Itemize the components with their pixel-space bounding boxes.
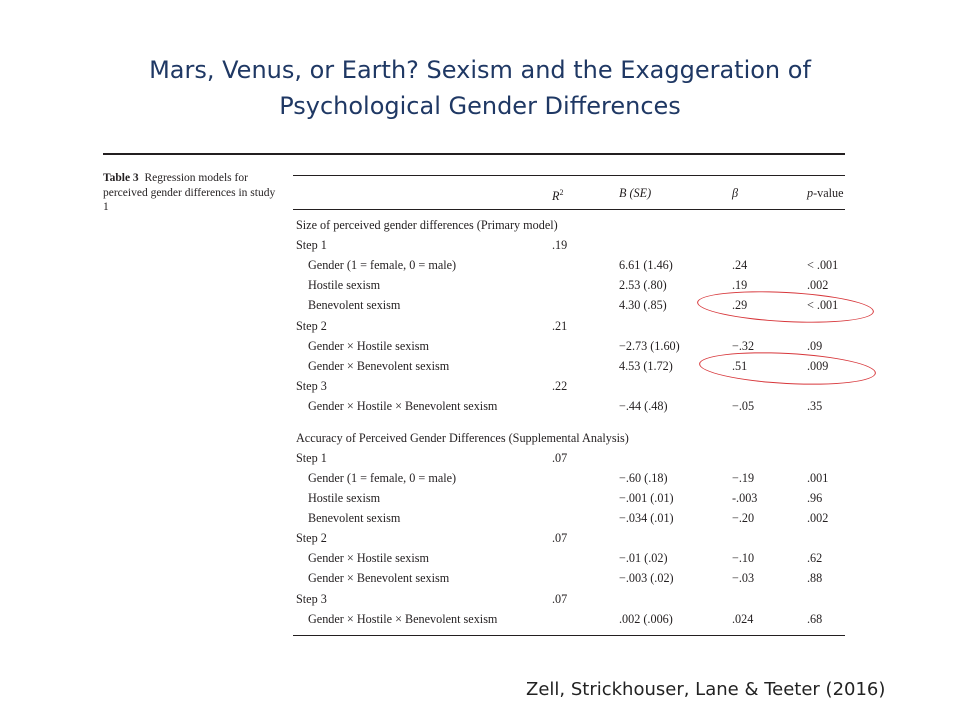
row-b-se: −.44 (.48) <box>619 399 668 413</box>
row-label: Benevolent sexism <box>308 511 401 525</box>
section-title-primary: Size of perceived gender differences (Primary model) <box>296 218 558 232</box>
row-p-value: .96 <box>807 491 823 505</box>
row-label: Gender × Hostile × Benevolent sexism <box>308 612 498 626</box>
row-label: Gender × Benevolent sexism <box>308 571 450 585</box>
row-b-se: 4.53 (1.72) <box>619 359 673 373</box>
row-b-se: −2.73 (1.60) <box>619 339 680 353</box>
row-beta: −.10 <box>732 551 755 565</box>
row-b-se: .002 (.006) <box>619 612 673 626</box>
row-label: Step 3 <box>296 379 327 393</box>
row-b-se: −.001 (.01) <box>619 491 674 505</box>
table-caption-text: Regression models for perceived gender differences in study 1 <box>103 172 276 213</box>
row-label: Gender × Benevolent sexism <box>308 359 450 373</box>
row-r2: .21 <box>552 319 568 333</box>
header-r2: $R^2$ <box>552 188 564 204</box>
row-beta: −.05 <box>732 399 755 413</box>
row-p-value: .35 <box>807 399 823 413</box>
citation: Zell, Strickhouser, Lane & Teeter (2016) <box>526 679 886 700</box>
highlight-oval-benevolent <box>696 287 874 326</box>
row-label: Gender (1 = female, 0 = male) <box>308 258 457 272</box>
row-p-value: < .001 <box>807 298 839 312</box>
row-label: Gender × Hostile sexism <box>308 339 429 353</box>
section-title-supplemental: Accuracy of Perceived Gender Differences (Supplemental Analysis) <box>296 431 629 445</box>
row-b-se: −.60 (.18) <box>619 471 668 485</box>
row-beta: .024 <box>732 612 754 626</box>
row-p-value: .002 <box>807 511 829 525</box>
row-beta: .19 <box>732 278 748 292</box>
row-p-value: .62 <box>807 551 823 565</box>
row-r2: .07 <box>552 451 568 465</box>
title-line-2: Psychological Gender Differences <box>279 92 681 120</box>
row-p-value: .001 <box>807 471 829 485</box>
row-p-value: < .001 <box>807 258 839 272</box>
header-top-rule <box>293 175 845 176</box>
table-caption <box>103 171 283 215</box>
slide-title <box>0 52 960 124</box>
header-beta: β <box>732 186 739 200</box>
row-r2: .07 <box>552 592 568 606</box>
row-p-value: .88 <box>807 571 823 585</box>
row-b-se: 2.53 (.80) <box>619 278 667 292</box>
header-b-se: B (SE) <box>619 186 652 200</box>
row-beta: −.03 <box>732 571 755 585</box>
row-label: Gender × Hostile × Benevolent sexism <box>308 399 498 413</box>
row-label: Step 2 <box>296 319 327 333</box>
row-label: Hostile sexism <box>308 491 381 505</box>
row-beta: −.19 <box>732 471 755 485</box>
row-b-se: 6.61 (1.46) <box>619 258 673 272</box>
row-b-se: −.034 (.01) <box>619 511 674 525</box>
row-p-value: .09 <box>807 339 823 353</box>
table-label: Table 3 <box>103 172 139 184</box>
table-bottom-rule <box>293 635 845 636</box>
row-beta: -.003 <box>732 491 758 505</box>
row-label: Gender × Hostile sexism <box>308 551 429 565</box>
header-bottom-rule <box>293 209 845 210</box>
row-p-value: .009 <box>807 359 829 373</box>
row-p-value: .68 <box>807 612 823 626</box>
row-p-value: .002 <box>807 278 829 292</box>
row-beta: .29 <box>732 298 748 312</box>
row-b-se: −.01 (.02) <box>619 551 668 565</box>
row-label: Step 1 <box>296 238 327 252</box>
row-label: Gender (1 = female, 0 = male) <box>308 471 457 485</box>
header-p-value: p-value <box>807 186 844 200</box>
row-beta: .24 <box>732 258 748 272</box>
row-b-se: −.003 (.02) <box>619 571 674 585</box>
row-label: Benevolent sexism <box>308 298 401 312</box>
row-r2: .19 <box>552 238 568 252</box>
title-line-1: Mars, Venus, or Earth? Sexism and the Exaggeration of <box>149 56 811 84</box>
row-label: Step 3 <box>296 592 327 606</box>
row-r2: .22 <box>552 379 568 393</box>
row-beta: −.20 <box>732 511 755 525</box>
row-beta: −.32 <box>732 339 755 353</box>
row-label: Step 2 <box>296 531 327 545</box>
row-b-se: 4.30 (.85) <box>619 298 667 312</box>
highlight-oval-gender-benevolent <box>698 348 876 388</box>
row-label: Step 1 <box>296 451 327 465</box>
table-top-rule <box>103 153 845 155</box>
row-label: Hostile sexism <box>308 278 381 292</box>
row-r2: .07 <box>552 531 568 545</box>
row-beta: .51 <box>732 359 748 373</box>
